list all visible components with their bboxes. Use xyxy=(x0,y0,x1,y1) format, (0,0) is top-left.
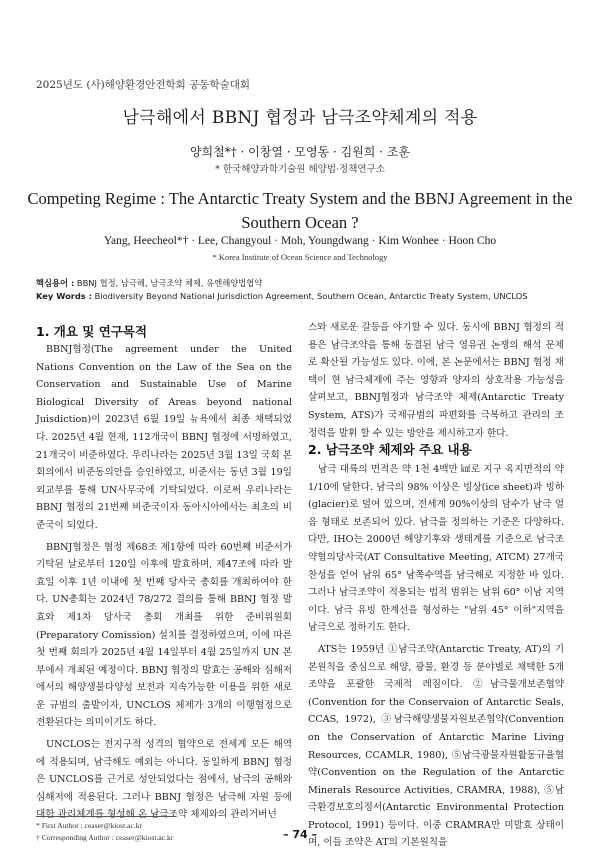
section-1-paragraph-2: BBNJ협정은 협정 제68조 제1항에 따라 60번째 비준서가 기탁된 날로부터 120일 이후에 발효하며, 제47조에 따라 발효일 이후 1년 이내에 첫 번째 당사국 총회를 개최하여야 한다. UN총회는 2024년 78/272 결의를 통해 BBNJ 협정 발효와 제1차 당사국 총회 개최를 위한 준비위원회(Preparatory Comission) 설치를 결정하였으며, 이에 따른 첫 번째 회의가 2025년 4월 14일부터 4월 25일까지 UN 본부에서 개최된 예정이다. BBNJ 협정의 발효는 공해와 심해저에서의 해양생물다양성 보전과 지속가능한 이용을 위한 새로운 규범의 출발이자, UNCLOS 체제가 3개의 이행협정으로 전환된다는 의미이기도 하다. xyxy=(36,541,292,729)
conference-name: 2025년도 (사)해양환경안전학회 공동학술대회 xyxy=(36,79,251,91)
keywords-korean xyxy=(36,277,262,289)
right-column-section-2 xyxy=(308,461,564,852)
footnote-first-author: * First Author : ceaser@kiost.ac.kr xyxy=(36,821,143,830)
paper-title-korean: 남극해에서 BBNJ 협정과 남극조약체계의 적용 xyxy=(122,108,478,128)
section-1-heading: 1. 개요 및 연구목적 xyxy=(36,324,148,339)
affiliation-korean: * 한국해양과학기술원 해양법·정책연구소 xyxy=(215,164,385,175)
authors-korean: 양희철*† · 이창열 · 모영동 · 김원희 · 조훈 xyxy=(189,145,411,159)
keywords-english xyxy=(36,291,528,301)
affiliation-english: * Korea Institute of Ocean Science and Technology xyxy=(212,252,388,262)
left-column xyxy=(36,341,292,824)
section-2-heading: 2. 남극조약 체제와 주요 내용 xyxy=(308,442,472,457)
page-number: – 74 – xyxy=(283,828,317,841)
paper-title-english: Competing Regime : The Antarctic Treaty System and the BBNJ Agreement in the Southern Ocean ? xyxy=(27,189,573,232)
footnote-divider xyxy=(36,816,176,817)
section-1-paragraph-3: UNCLOS는 전지구적 성격의 협약으로 전세계 모든 해역에 적용되며, 남극해도 예외는 아니다. 동일하게 BBNJ 협정은 UNCLOS를 근거로 성안되었다는 점에서, 남극의 공해와 심해저에 적용된다. 그러나 BBNJ 협정은 남극해 자원 등에 대한 관리체계를 형성해 온 남극조약 체제와의 관리거버넌 xyxy=(36,739,292,821)
section-1-continuation: 스와 새로운 갈등을 야기할 수 있다. 동시에 BBNJ 협정의 적용은 남극조약을 통해 동결된 남극 영유권 논쟁의 해석 문제로 확산될 가능성도 있다. 이에, 본 논문에서는 BBNJ 협정 채택이 현 남극체제에 주는 영향과 양자의 상호작용 가능성을 살펴보고, BBNJ협정과 남극조약 체제(Antarctic Treaty System, ATS)가 국제규범의 파편화를 극복하고 관리의 조정력을 발휘 할 수 있는 방안을 제시하고자 한다. xyxy=(308,322,564,439)
authors-english: Yang, Heecheol*† · Lee, Changyoul · Moh, Youngdwang · Kim Wonhee · Hoon Cho xyxy=(103,235,497,247)
keywords-english-text: Biodiversity Beyond National Jurisdiction Agreement, Southern Ocean, Antarctic Treaty System, UNCLOS xyxy=(94,291,528,301)
keywords-korean-label: 핵심용어 : xyxy=(36,278,75,288)
section-2-paragraph-2: ATS는 1959년 ①남극조약(Antarctic Treaty, AT)의 기본원칙을 중심으로 해양, 광물, 환경 등 분야별로 채택한 5개 조약을 포괄한 국제적 레짐이다. ②남극물개보존협약(Convention for the Conservaion of Antarctic Seals, CCAS, 1972), ③남극해양생물자원보존협약(Convention on the Conservation of Antarctic Marine Living Resources, CCAMLR, 1980), ⑤남극광물자원활동규율협약(Convention on the Regulation of the Antarctic Minerals Resource Activities, CRAMRA, 1988), ⑤남극환경보호의정서(Antarctic Environmental Protection Protocol, 1991) 등이다. 이중 CRAMRA만 미발효 상태이며, 이들 조약은 AT의 기본원칙을 xyxy=(308,643,564,849)
keywords-korean-text: BBNJ 협정, 남극해, 남극조약 체제, 유엔해양법협약 xyxy=(76,278,263,288)
keywords-english-label: Key Words : xyxy=(36,291,92,301)
section-2-paragraph-1: 남극 대륙의 면적은 약 1천 4백만 ㎢로 지구 육지면적의 약 1/10에 달한다. 남극의 98% 이상은 빙상(ice sheet)과 빙하(glacier)로 덮여 있으며, 전세계 90%이상의 담수가 남극 얼음 형태로 보존되어 있다. 남극을 정의하는 기준은 다양하다. 다만, IHO는 2000년 해양기후와 생태계를 기준으로 남극조약협의당사국(AT Consultative Meeting, ATCM) 27개국 찬성을 얻어 남위 65° 남쪽수역을 남극해로 지정한 바 있다. 그러나 남극조약이 적용되는 법적 범위는 남위 60° 이남 지역이다. 남극 유빙 한계선을 형성하는 "남위 45° 이하"지역을 남극으로 정하기도 한다. xyxy=(308,464,564,634)
right-column-top xyxy=(308,319,564,442)
footnote-corresponding-author: † Corresponding Author : ceaser@kiost.ac.kr xyxy=(36,833,174,842)
section-1-paragraph-1: BBNJ협정(The agreement under the United Nations Convention on the Law of the Sea on the Conservation and Sustainable Use of Marine Biological Diversity of Areas beyond national Juisdiction)이 2023년 6월 19일 뉴욕에서 최종 채택되었다. 2025년 4월 현재, 112개국이 BBNJ 협정에 서명하였고, 21개국이 비준하였다. 우리나라는 2025년 3월 13일 국회 본회의에서 비준동의안을 승인하였고, 비준서는 동년 3월 19일 외교부를 통해 UN사무국에 기탁되었다. 이로써 우리나라는 BBNJ 협정의 21번째 비준국이자 동아시아에서는 최초의 비준국이 되었다. xyxy=(36,344,292,531)
